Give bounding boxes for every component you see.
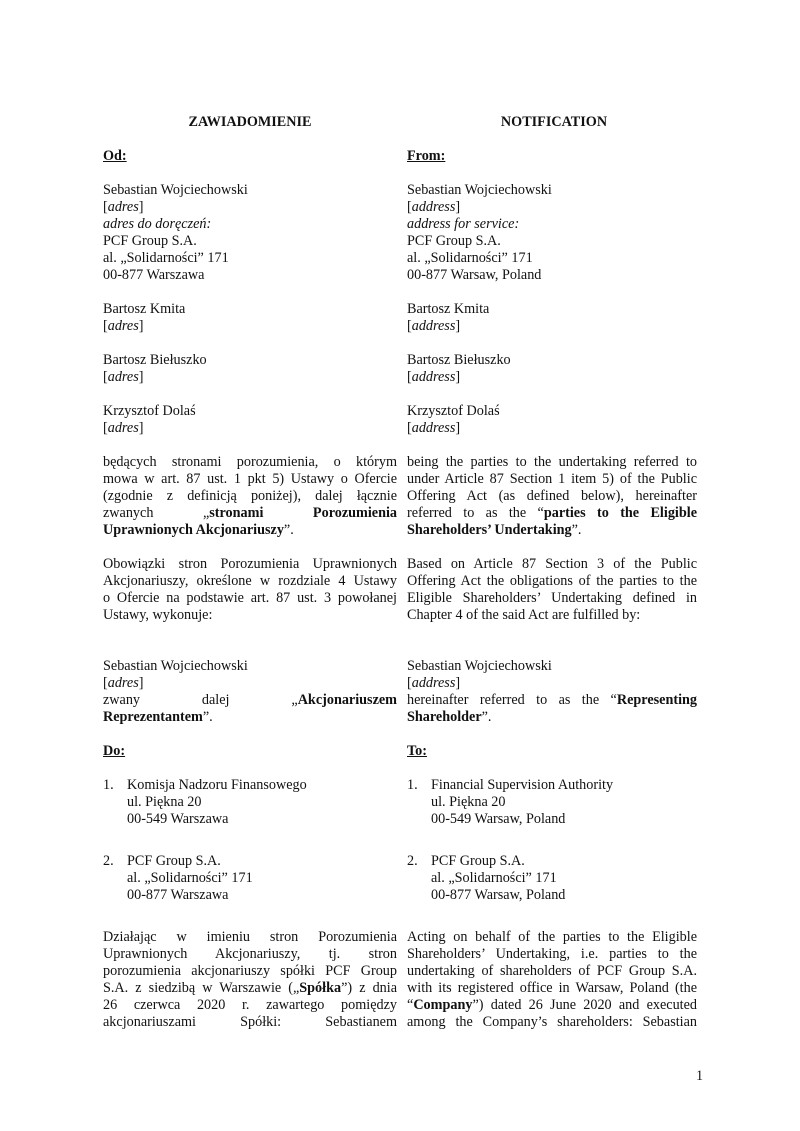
sender-4-pl	[103, 403, 196, 437]
sender-address: [adres]	[103, 318, 144, 334]
sender-3-pl	[103, 352, 207, 386]
sender-address: [adres]	[103, 420, 144, 436]
representative-name: Sebastian Wojciechowski	[407, 658, 552, 674]
service-line: 00-877 Warsaw, Poland	[407, 267, 542, 283]
acting-paragraph-pl: Działając w imieniu stron Porozumienia Uprawnionych Akcjonariuszy, tj. stron porozumienia akcjonariuszy spółki PCF Group S.A. z siedzibą w Warszawie („Spółka”) z dnia 26 czerwca 2020 r. zawartego pomiędzy akcjonariuszami Spółki: Sebastianem	[103, 929, 397, 1030]
representative-pl	[103, 658, 248, 692]
sender-1-en	[407, 182, 552, 284]
service-line: PCF Group S.A.	[103, 233, 197, 249]
service-label: adres do doręczeń:	[103, 216, 212, 232]
parties-paragraph-pl: będących stronami porozumienia, o którym mowa w art. 87 ust. 1 pkt 5) Ustawy o Ofercie (zgodnie z definicją poniżej), dalej łącznie zwanych „stronami Porozumienia Uprawnionych Akcjonariuszy”.	[103, 454, 397, 538]
sender-name: Krzysztof Dolaś	[407, 403, 500, 419]
sender-name: Sebastian Wojciechowski	[103, 182, 248, 198]
sender-name: Sebastian Wojciechowski	[407, 182, 552, 198]
representative-address: [address]	[407, 675, 461, 691]
to-heading-en: To:	[407, 743, 427, 759]
sender-name: Bartosz Kmita	[407, 301, 490, 317]
representative-address: [adres]	[103, 675, 144, 691]
acting-paragraph-en: Acting on behalf of the parties to the Eligible Shareholders’ Undertaking, i.e. parties to the undertaking of shareholders of PCF Group S.A. with its registered office in Warsaw, Poland (the “Company”) dated 26 June 2020 and executed among the Company’s shareholders: Sebastian	[407, 929, 697, 1030]
sender-address: [adres]	[103, 199, 144, 215]
document-title-pl: ZAWIADOMIENIE	[188, 114, 312, 130]
sender-1-pl	[103, 182, 248, 284]
to-heading-pl: Do:	[103, 743, 126, 759]
sender-name: Bartosz Kmita	[103, 301, 186, 317]
service-line: PCF Group S.A.	[407, 233, 501, 249]
sender-address: [adres]	[103, 369, 144, 385]
sender-address: [address]	[407, 318, 461, 334]
page-number: 1	[696, 1068, 704, 1084]
document-title-en: NOTIFICATION	[500, 114, 608, 130]
representative-definition-pl: zwany dalej „Akcjonariuszem Reprezentantem”.	[103, 692, 397, 725]
representative-name: Sebastian Wojciechowski	[103, 658, 248, 674]
sender-address: [address]	[407, 420, 461, 436]
service-line: 00-877 Warszawa	[103, 267, 205, 283]
parties-paragraph-en: being the parties to the undertaking referred to under Article 87 Section 1 item 5) of the Public Offering Act (as defined below), hereinafter referred to as the “parties to the Eligible Shareholders’ Undertaking”.	[407, 454, 697, 538]
obligations-paragraph-en: Based on Article 87 Section 3 of the Public Offering Act the obligations of the parties to the Eligible Shareholders’ Undertaking defined in Chapter 4 of the said Act are fulfilled by:	[407, 556, 697, 623]
sender-name: Bartosz Biełuszko	[407, 352, 511, 368]
service-label: address for service:	[407, 216, 520, 232]
from-heading-en: From:	[407, 148, 446, 164]
sender-name: Krzysztof Dolaś	[103, 403, 196, 419]
service-line: al. „Solidarności” 171	[103, 250, 229, 266]
sender-address: [address]	[407, 369, 461, 385]
sender-4-en	[407, 403, 500, 437]
from-heading-pl: Od:	[103, 148, 127, 164]
representative-definition-en: hereinafter referred to as the “Representing Shareholder”.	[407, 692, 697, 725]
representative-en	[407, 658, 552, 692]
sender-2-en	[407, 301, 489, 335]
sender-2-pl	[103, 301, 185, 335]
service-line: al. „Solidarności” 171	[407, 250, 533, 266]
sender-name: Bartosz Biełuszko	[103, 352, 207, 368]
obligations-paragraph-pl: Obowiązki stron Porozumienia Uprawnionych Akcjonariuszy, określone w rozdziale 4 Ustawy o Ofercie na podstawie art. 87 ust. 3 powołanej Ustawy, wykonuje:	[103, 556, 397, 623]
sender-address: [address]	[407, 199, 461, 215]
sender-3-en	[407, 352, 511, 386]
